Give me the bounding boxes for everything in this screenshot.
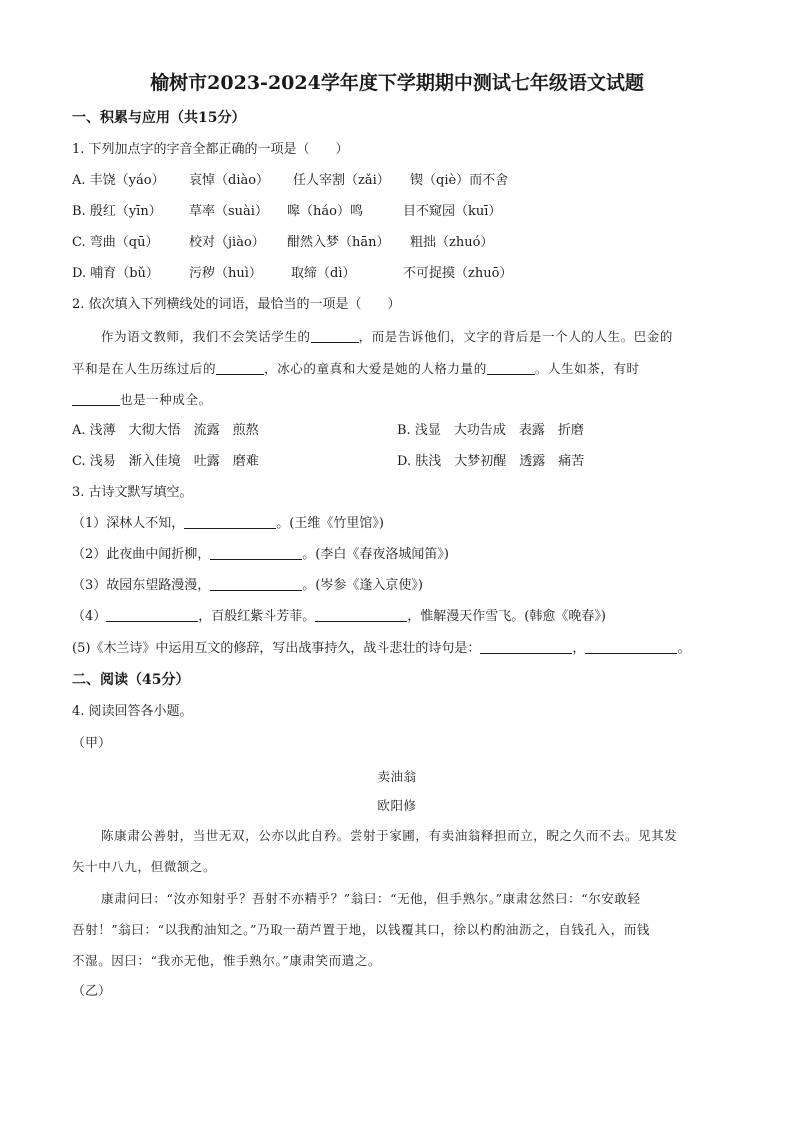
poem-text: （1）深林人不知， bbox=[72, 516, 185, 531]
essay-line-3: 康肃问曰：“汝亦知射乎？吾射不亦精乎？”翁曰：“无他，但手熟尔。”康肃忿然曰：“尔安敢轻 bbox=[101, 891, 641, 906]
q2-passage-text: 。人生如茶，有时 bbox=[534, 361, 640, 376]
passage-label-jia: （甲） bbox=[72, 736, 112, 751]
q1-option-d-3: 取缔（dì） bbox=[291, 266, 356, 281]
q2-passage-line-1 bbox=[101, 327, 673, 347]
q2-option-a: A. 浅薄 大彻大悟 流露 煎熬 bbox=[72, 423, 259, 438]
q2-passage-text: 也是一种成全。 bbox=[120, 392, 212, 407]
fill-blank[interactable] bbox=[480, 639, 572, 654]
q3-line-2 bbox=[72, 545, 449, 565]
essay-author: 欧阳修 bbox=[377, 798, 417, 813]
question-4-stem: 4. 阅读回答各小题。 bbox=[72, 704, 193, 719]
poem-text: （4） bbox=[72, 609, 107, 624]
poem-text: ， bbox=[572, 641, 586, 656]
fill-blank[interactable] bbox=[585, 639, 677, 654]
question-1-stem: 1. 下列加点字的字音全都正确的一项是（ ） bbox=[72, 142, 349, 157]
q3-line-5 bbox=[72, 639, 690, 659]
poem-source: ，惟解漫天作雪飞。(韩愈《晚春》) bbox=[407, 609, 606, 624]
q2-passage-line-2 bbox=[72, 359, 640, 379]
essay-line-4: 吾射！”翁曰：“以我酌油知之。”乃取一葫芦置于地，以钱覆其口，徐以杓酌油沥之，自钱孔入，而钱 bbox=[72, 922, 651, 937]
passage-label-yi: （乙） bbox=[72, 984, 112, 999]
q2-passage-text: ，冰心的童真和大爱是她的人格力量的 bbox=[264, 361, 487, 376]
q1-option-a-3: 任人宰割（zǎi） bbox=[293, 173, 390, 188]
essay-line-5: 不湿。因曰：“我亦无他，惟手熟尔。”康肃笑而遣之。 bbox=[72, 953, 382, 968]
q1-option-a-2: 哀悼（diào） bbox=[189, 173, 270, 188]
q1-option-c-1: C. 弯曲（qū） bbox=[72, 235, 159, 250]
poem-text: 。 bbox=[677, 641, 691, 656]
question-2-stem: 2. 依次填入下列横线处的词语，最恰当的一项是（ ） bbox=[72, 297, 401, 312]
fill-blank[interactable] bbox=[184, 514, 276, 529]
q3-line-1 bbox=[72, 514, 384, 534]
poem-source: 。(王维《竹里馆》) bbox=[276, 516, 384, 531]
q1-option-c-3: 酣然入梦（hān） bbox=[287, 235, 390, 250]
fill-blank[interactable] bbox=[72, 391, 120, 406]
q1-option-d-4: 不可捉摸（zhuō） bbox=[403, 266, 513, 281]
q2-option-d: D. 肤浅 大梦初醒 透露 痛苦 bbox=[397, 454, 585, 469]
section-heading-2: 二、阅读（45分） bbox=[72, 672, 190, 688]
section-heading-1: 一、积累与应用（共15分） bbox=[72, 110, 246, 126]
poem-text: （2）此夜曲中闻折柳， bbox=[72, 547, 211, 562]
essay-title: 卖油翁 bbox=[377, 769, 417, 784]
q1-option-d-2: 污秽（huì） bbox=[189, 266, 262, 281]
fill-blank[interactable] bbox=[311, 328, 359, 343]
q1-option-c-2: 校对（jiào） bbox=[189, 235, 265, 250]
fill-blank[interactable] bbox=[210, 545, 302, 560]
question-3-stem: 3. 古诗文默写填空。 bbox=[72, 485, 193, 500]
fill-blank[interactable] bbox=[106, 607, 198, 622]
q2-passage-text: ，而是告诉他们，文字的背后是一个人的人生。巴金的 bbox=[358, 329, 674, 344]
fill-blank[interactable] bbox=[315, 607, 407, 622]
q1-option-b-2: 草率（suài） bbox=[189, 204, 268, 219]
q2-passage-text: 平和是在人生历练过后的 bbox=[72, 361, 217, 376]
poem-source: 。(岑参《逢入京使》) bbox=[302, 578, 423, 593]
fill-blank[interactable] bbox=[210, 576, 302, 591]
q1-option-c-4: 粗拙（zhuó） bbox=[410, 235, 494, 250]
essay-line-2: 矢十中八九，但微颔之。 bbox=[72, 859, 217, 874]
page-title: 榆树市2023-2024学年度下学期期中测试七年级语文试题 bbox=[150, 72, 644, 94]
poem-source: 。(李白《春夜洛城闻笛》) bbox=[302, 547, 449, 562]
q3-line-4 bbox=[72, 607, 606, 627]
q2-option-c: C. 浅易 渐入佳境 吐露 磨难 bbox=[72, 454, 259, 469]
poem-text: ，百般红紫斗芳菲。 bbox=[198, 609, 316, 624]
fill-blank[interactable] bbox=[487, 360, 535, 375]
q3-line-3 bbox=[72, 576, 423, 596]
q1-option-a-4: 锲（qiè）而不舍 bbox=[410, 173, 509, 188]
q1-option-d-1: D. 哺育（bǔ） bbox=[72, 266, 159, 281]
poem-text: (5)《木兰诗》中运用互文的修辞，写出战事持久，战斗悲壮的诗句是： bbox=[72, 641, 481, 656]
q1-option-a-1: A. 丰饶（yáo） bbox=[72, 173, 165, 188]
q1-option-b-3: 嗥（háo）鸣 bbox=[287, 204, 363, 219]
q2-passage-text: 作为语文教师，我们不会笑话学生的 bbox=[101, 329, 311, 344]
fill-blank[interactable] bbox=[216, 360, 264, 375]
q2-option-b: B. 浅显 大功告成 表露 折磨 bbox=[397, 423, 584, 438]
essay-line-1: 陈康肃公善射，当世无双，公亦以此自矜。尝射于家圃，有卖油翁释担而立，睨之久而不去。见其发 bbox=[101, 828, 678, 843]
q1-option-b-1: B. 殷红（yīn） bbox=[72, 204, 162, 219]
q2-passage-line-3 bbox=[72, 390, 212, 410]
poem-text: （3）故园东望路漫漫， bbox=[72, 578, 211, 593]
q1-option-b-4: 目不窥园（kuī） bbox=[403, 204, 502, 219]
